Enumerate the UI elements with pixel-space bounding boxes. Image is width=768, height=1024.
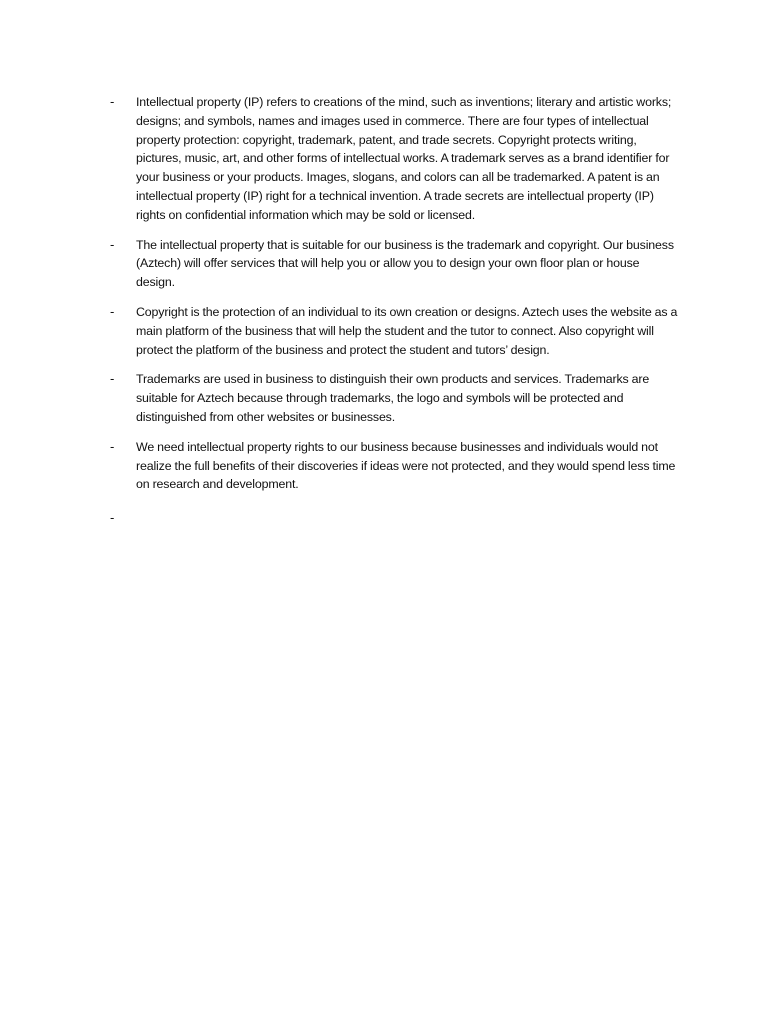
paragraph-ip-rights-need: We need intellectual property rights to our business because businesses and individuals would not realize the full benefits of their discoveries if ideas were not protected, and they would spend less time on research and development.: [136, 439, 676, 492]
list-item: [110, 93, 680, 225]
bullet-marker: -: [110, 303, 115, 319]
paragraph-copyright: Copyright is the protection of an individual to its own creation or designs. Aztech uses the website as a main platform of the business that will help the student and the tutor to connect. Also copyright will protect the platform of the business and protect the student and tutors’ design.: [136, 304, 678, 357]
bullet-marker: -: [110, 236, 115, 252]
bullet-marker: -: [110, 371, 115, 387]
list-item: [110, 370, 680, 426]
list-item: [110, 236, 680, 292]
paragraph-suitable-ip: The intellectual property that is suitable for our business is the trademark and copyright. Our business (Aztech) will offer services that will help you or allow you to design your own floor plan or house design.: [136, 237, 674, 290]
list-item-empty: [110, 505, 680, 528]
list-item: [110, 303, 680, 359]
bullet-marker: -: [110, 438, 115, 454]
paragraph-trademarks: Trademarks are used in business to distinguish their own products and services. Trademarks are suitable for Aztech because through trademarks, the logo and symbols will be protected and distinguished from other websites or businesses.: [136, 372, 650, 424]
bullet-marker: -: [110, 510, 115, 526]
paragraph-ip-definition: Intellectual property (IP) refers to creations of the mind, such as inventions; literary and artistic works; designs; and symbols, names and images used in commerce. There are four types of intellectual property protection: copyright, trademark, patent, and trade secrets. Copyright protects writing, pictures, music, art, and other forms of intellectual works. A trademark serves as a brand identifier for your business or your products. Images, slogans, and colors can all be trademarked. A patent is an intellectual property (IP) right for a technical invention. A trade secrets are intellectual property (IP) rights on confidential information which may be sold or licensed.: [136, 95, 672, 222]
bullet-marker: -: [110, 94, 115, 109]
list-item: [110, 438, 680, 494]
bullet-list: [110, 93, 680, 539]
